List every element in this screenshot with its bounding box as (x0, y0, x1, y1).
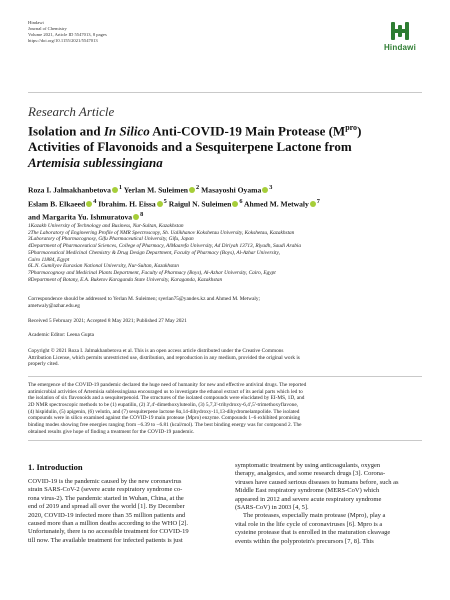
affiliation: 6L.N. Gumilyov Eurasian National University, Nur-Sultan, Kazakhstan (28, 263, 179, 270)
academic-editor: Academic Editor: Leena Gupta (28, 332, 95, 338)
affiliation: 5Pharmaceutical Medicinal Chemistry & Drug Design Department, Faculty of Pharmacy (Boys), Al-Azhar University, (28, 249, 280, 256)
intro-right-column: symptomatic treatment by using anticoagulants, oxygen therapy, analgesics, and some research drugs [3]. Corona- viruses have caused serious diseases to humans before, such as Middle East respiratory syndrome (MERS-CoV) which appeared in 2012 and severe acute respiratory syndrome (SARS-CoV) in 2003 [4, 5]. The proteases, especially main protease (Mpro), play a vital role in the life cycle of coronaviruses [6]. Mpro is a cysteine protease that is enrolled in the maturation cleavage events within the polyprotein's precursors [7, 8]. This (235, 462, 399, 545)
header-rule (28, 92, 422, 93)
section-heading: 1. Introduction (28, 462, 83, 472)
orcid-icon[interactable] (86, 201, 92, 207)
abstract: The emergence of the COVID-19 pandemic declared the huge need of humanity for new and effective antiviral drugs. The reported antimicrobial activities of Artemisia sublessingiana encouraged us to investigate the ethanol extract of its aerial parts which led to the isolation of six flavonoids and a sesquiterpenoid. The structures of the isolated compounds were elucidated by EI-MS, 1D, and 2D NMR spectroscopic methods to be (1) eupatilin, (2) 3',4'-dimethoxyluteolin, (3) 5,7,3'-trihydroxy-6,4',5'-trimethoxyflavone, (4) hispidulin, (5) apigenin, (6) velutin, and (7) sesquiterpene lactone 8α,14-dihydroxy-11,13-dihydromelampolide. The isolated compounds were in silico examined against the COVID-19 main protease (Mpro) enzyme. Compounds 1–6 exhibited promising binding modes showing free energies ranging from −6.39 to −6.81 (kcal/mol). The best binding energy was for compound 2. The obtained results give hope of finding a treatment for the COVID-19 pandemic. (28, 382, 307, 435)
logo-text: Hindawi (383, 43, 417, 52)
email-link[interactable]: ametwaly@azhar.edu.eg (28, 302, 80, 309)
affiliations (28, 223, 423, 283)
author-name[interactable]: Eslam B. Elkaeed (28, 199, 86, 209)
affiliation: 7Pharmacognosy and Medicinal Plants Department, Faculty of Pharmacy (Boys), Al-Azhar University, Cairo, Egypt (28, 269, 276, 276)
author-name[interactable]: Ahmed M. Metwaly (244, 199, 309, 209)
affiliation: 4Department of Pharmaceutical Sciences, College of Pharmacy, AlMaarefa University, Ad Diriyah 13713, Riyadh, Saudi Arabia (28, 243, 301, 250)
author-name[interactable]: Ibrahim. H. Eissa (98, 199, 156, 209)
orcid-icon[interactable] (232, 201, 238, 207)
orcid-icon[interactable] (112, 187, 118, 193)
author-name[interactable]: Yerlan M. Suleimen (123, 185, 189, 195)
affiliation: 2The Laboratory of Engineering Profile of NMR Spectroscopy, Sh. Ualikhanov Kokshetau University, Kokshetau, Kazakhstan (28, 229, 295, 236)
volume-line: Volume 2021, Article ID 5547013, 8 pages (28, 32, 107, 37)
journal-name: Journal of Chemistry (28, 26, 67, 31)
abstract-top-rule (28, 376, 422, 377)
author-name[interactable]: Raigul N. Suleimen (168, 199, 232, 209)
orcid-icon[interactable] (189, 187, 195, 193)
hindawi-logo-icon (388, 20, 412, 42)
article-dates: Received 5 February 2021; Accepted 8 May 2021; Published 27 May 2021 (28, 318, 187, 324)
doi-link[interactable]: https://doi.org/10.1155/2021/5547013 (28, 38, 98, 43)
authors-line-2: Eslam B. Elkaeed $^4$ Ibrahim. H. Eissa $^5$ Raigul N. Suleimen $^6$ Ahmed M. Metwaly $^7$ (28, 197, 320, 209)
intro-left-column: COVID-19 is the pandemic caused by the new coronavirus strain SARS-CoV-2 (severe acute respiratory syndrome co- rona virus-2). The pandemic started in Wuhan, China, at the end of 2019 and spread all over the world [1]. By December 2020, COVID-19 infected more than 35 million patients and caused more than a million deaths according to the WHO [2]. Unfortunately, there is no accessible treatment for COVID-19 till now. The available treatment for infected patients is just (28, 478, 189, 544)
author-name[interactable]: Masayoshi Oyama (201, 185, 262, 195)
correspondence: Correspondence should be addressed to Yerlan M. Suleimen; syerlan75@yandex.kz and Ahmed M. Metwaly; ametwaly@azhar.edu.eg (28, 296, 423, 309)
article-type: Research Article (28, 104, 115, 119)
abstract-bottom-rule (28, 440, 422, 441)
article-title (28, 120, 423, 171)
author-name[interactable]: Roza I. Jalmakhanbetova (28, 185, 111, 195)
title-line-3: Artemisia sublessingiana (28, 155, 163, 171)
author-name[interactable]: and Margarita Yu. Ishmuratova (28, 212, 133, 222)
publisher-name: Hindawi (28, 20, 44, 25)
orcid-icon[interactable] (310, 201, 316, 207)
affiliation: 8Department of Botany, E.A. Buketov Karaganda State University, Karaganda, Kazakhstan (28, 276, 223, 283)
orcid-icon[interactable] (262, 187, 268, 193)
affiliation: 1Kazakh University of Technology and Business, Nur-Sultan, Kazakhstan (28, 223, 184, 229)
title-line-1: Isolation and In Silico Anti-COVID-19 Main Protease $(M^{pro})$ (28, 123, 362, 139)
authors-line-3: and Margarita Yu. Ishmuratova $^8$ (28, 211, 144, 222)
affiliation: Cairo 11884, Egypt (28, 256, 70, 263)
author-list (28, 182, 423, 223)
orcid-icon[interactable] (157, 201, 163, 207)
authors-line-1: Roza I. Jalmakhanbetova $^1$ Yerlan M. Suleimen $^2$ Masayoshi Oyama $^3$ (28, 184, 273, 195)
affiliation: 3Laboratory of Pharmacognosy, Gifu Pharmaceutical University, Gifu, Japan (28, 236, 194, 243)
journal-meta (28, 20, 107, 44)
copyright-notice: Copyright © 2021 Roza I. Jalmakhanbetova et al. This is an open access article distributed under the Creative Commons Attribution License, which permits unrestricted use, distribution, and reproduction in any medium, provided the original work is properly cited. (28, 348, 300, 368)
hindawi-logo (380, 20, 420, 52)
orcid-icon[interactable] (133, 214, 139, 220)
title-line-2: Activities of Flavonoids and a Sesquiterpene Lactone from (28, 139, 352, 155)
